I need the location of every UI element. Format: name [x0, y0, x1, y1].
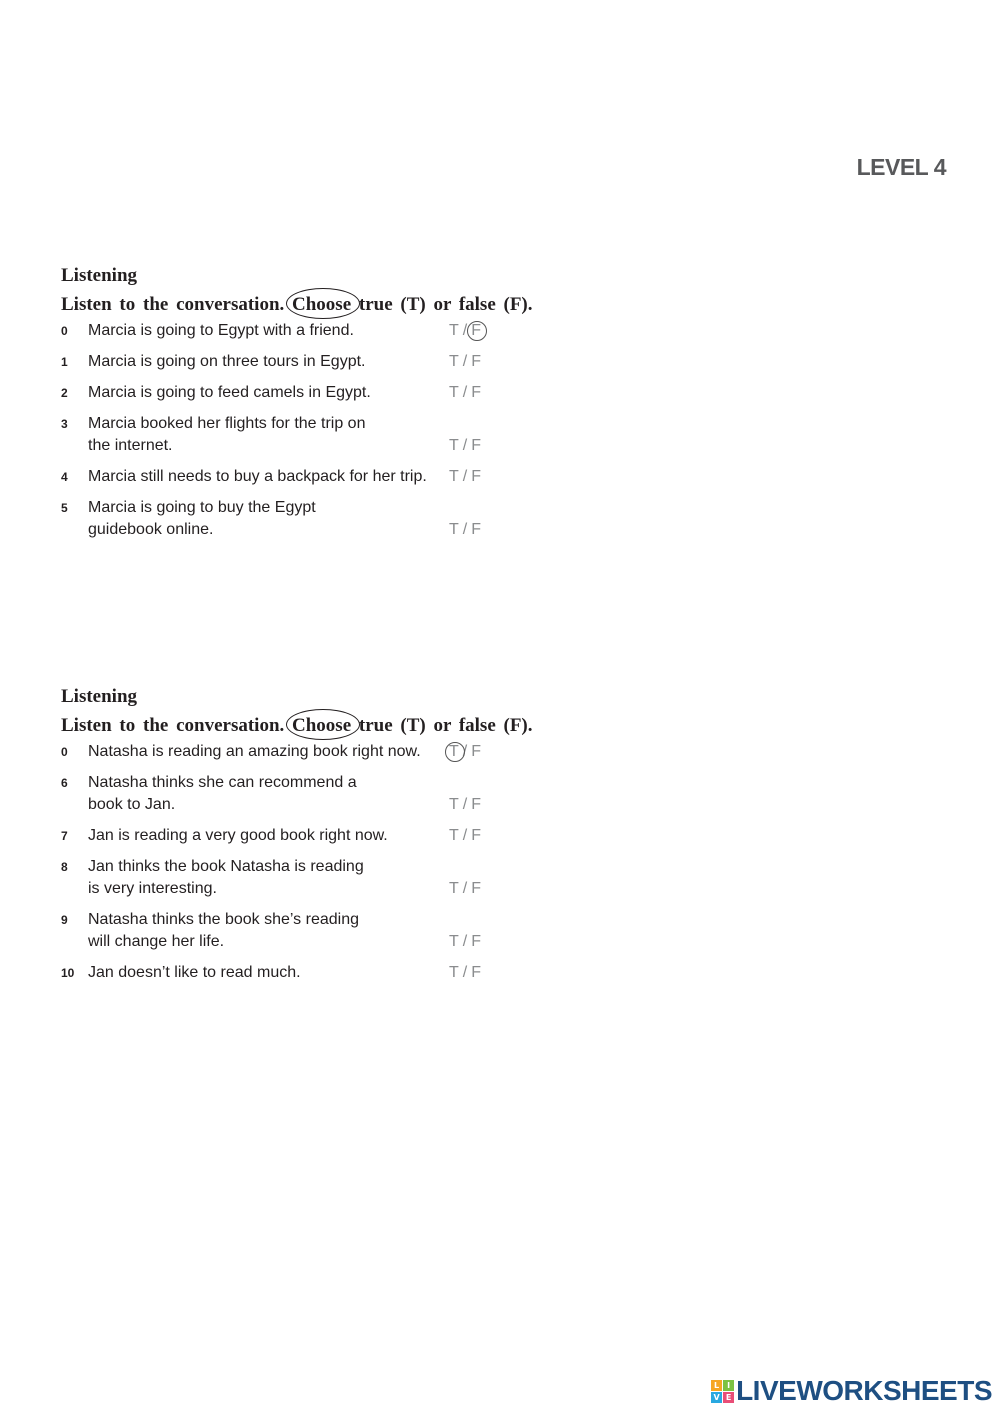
- option-false[interactable]: F: [471, 796, 482, 813]
- true-false-options: [449, 741, 481, 763]
- instruction-circled-word: Choose: [292, 294, 351, 316]
- statement-number: 5: [61, 501, 68, 515]
- statement-list: [61, 741, 621, 984]
- true-false-options: [449, 466, 481, 488]
- logo-text: LIVEWORKSHEETS: [736, 1375, 992, 1406]
- instruction-end: true (T) or false (F).: [358, 294, 533, 315]
- option-false[interactable]: F: [471, 468, 482, 485]
- statement-number: 3: [61, 417, 68, 431]
- instruction-end: true (T) or false (F).: [358, 715, 533, 736]
- statement-text: [88, 413, 443, 457]
- statement-line: Marcia booked her flights for the trip on: [88, 415, 366, 432]
- statement-item: [61, 413, 621, 457]
- statement-number: 7: [61, 829, 68, 843]
- statement-line: Marcia still needs to buy a backpack for her trip.: [88, 468, 427, 485]
- instruction: [61, 715, 621, 737]
- hand-drawn-circle: [286, 709, 360, 740]
- liveworksheets-logo[interactable]: [711, 1375, 992, 1407]
- option-separator: /: [462, 796, 468, 813]
- logo-mark-letter: L: [711, 1380, 722, 1391]
- statement-list: [61, 320, 621, 541]
- logo-mark-icon: [711, 1380, 734, 1403]
- statement-item: [61, 856, 621, 900]
- option-false[interactable]: F: [471, 521, 482, 538]
- statement-line: guidebook online.: [88, 521, 214, 538]
- statement-text: [88, 825, 443, 847]
- statement-number: 2: [61, 386, 68, 400]
- true-false-options: [449, 382, 481, 404]
- option-false[interactable]: F: [471, 743, 482, 760]
- statement-line: Jan thinks the book Natasha is reading: [88, 858, 364, 875]
- option-false[interactable]: F: [471, 964, 482, 981]
- option-separator: /: [462, 964, 468, 981]
- statement-line: Marcia is going on three tours in Egypt.: [88, 353, 366, 370]
- statement-text: [88, 466, 443, 488]
- statement-item: [61, 909, 621, 953]
- statement-line: Natasha thinks she can recommend a: [88, 774, 357, 791]
- option-separator: /: [462, 880, 468, 897]
- true-false-options: [449, 351, 481, 373]
- option-true[interactable]: T: [449, 353, 459, 370]
- statement-item: [61, 382, 621, 404]
- statement-line: Marcia is going to Egypt with a friend.: [88, 322, 354, 339]
- statement-text: [88, 962, 443, 984]
- statement-text: [88, 497, 443, 541]
- statement-number: 6: [61, 776, 68, 790]
- section-heading: Listening: [61, 686, 138, 707]
- true-false-options: [449, 931, 481, 953]
- true-false-options: [449, 878, 481, 900]
- option-true[interactable]: T: [449, 384, 459, 401]
- option-separator: /: [462, 827, 468, 844]
- statement-line: Natasha thinks the book she’s reading: [88, 911, 359, 928]
- instruction-start: Listen to the conversation.: [61, 715, 285, 736]
- option-true[interactable]: T: [449, 437, 459, 454]
- logo-mark-letter: V: [711, 1392, 722, 1403]
- option-false[interactable]: F: [471, 384, 482, 401]
- statement-line: book to Jan.: [88, 796, 176, 813]
- statement-item: [61, 741, 621, 763]
- option-separator: /: [462, 384, 468, 401]
- statement-item: [61, 497, 621, 541]
- level-label: LEVEL 4: [856, 154, 946, 180]
- option-separator: /: [462, 743, 468, 760]
- option-true[interactable]: T: [449, 468, 459, 485]
- section-heading: Listening: [61, 265, 138, 286]
- option-true[interactable]: T: [449, 880, 459, 897]
- instruction: [61, 294, 621, 316]
- instruction-circled-word: Choose: [292, 715, 351, 737]
- statement-text: [88, 772, 443, 816]
- statement-text: [88, 320, 443, 342]
- option-true[interactable]: T: [449, 796, 459, 813]
- true-false-options: [449, 962, 481, 984]
- true-false-options: [449, 519, 481, 541]
- logo-mark-letter: E: [723, 1392, 734, 1403]
- option-separator: /: [462, 437, 468, 454]
- statement-item: [61, 351, 621, 373]
- true-false-options: [449, 825, 481, 847]
- statement-text: [88, 909, 443, 953]
- option-true[interactable]: T: [449, 964, 459, 981]
- option-false[interactable]: F: [471, 827, 482, 844]
- option-false[interactable]: F: [471, 437, 482, 454]
- statement-line: Marcia is going to buy the Egypt: [88, 499, 316, 516]
- statement-number: 10: [61, 966, 75, 980]
- statement-item: [61, 320, 621, 342]
- option-true[interactable]: T: [449, 322, 459, 339]
- statement-line: Natasha is reading an amazing book right now.: [88, 743, 421, 760]
- statement-number: 1: [61, 355, 68, 369]
- statement-item: [61, 962, 621, 984]
- statement-item: [61, 772, 621, 816]
- statement-item: [61, 825, 621, 847]
- listening-section-1: [61, 265, 621, 541]
- option-true[interactable]: T: [449, 933, 459, 950]
- statement-number: 9: [61, 913, 68, 927]
- statement-number: 0: [61, 324, 68, 338]
- option-separator: /: [462, 322, 468, 339]
- statement-number: 8: [61, 860, 68, 874]
- hand-drawn-circle: [286, 288, 360, 319]
- statement-line: is very interesting.: [88, 880, 217, 897]
- option-true[interactable]: T: [449, 521, 459, 538]
- statement-number: 4: [61, 470, 68, 484]
- statement-line: Jan is reading a very good book right now.: [88, 827, 388, 844]
- option-separator: /: [462, 933, 468, 950]
- option-false[interactable]: F: [471, 320, 481, 342]
- option-false[interactable]: F: [471, 880, 482, 897]
- option-false[interactable]: F: [471, 933, 482, 950]
- statement-line: Marcia is going to feed camels in Egypt.: [88, 384, 371, 401]
- instruction-start: Listen to the conversation.: [61, 294, 285, 315]
- option-false[interactable]: F: [471, 353, 482, 370]
- true-false-options: [449, 320, 481, 342]
- option-separator: /: [462, 521, 468, 538]
- statement-text: [88, 351, 443, 373]
- option-separator: /: [462, 468, 468, 485]
- statement-text: [88, 382, 443, 404]
- statement-number: 0: [61, 745, 68, 759]
- statement-text: [88, 741, 443, 763]
- option-separator: /: [462, 353, 468, 370]
- statement-item: [61, 466, 621, 488]
- true-false-options: [449, 435, 481, 457]
- statement-line: will change her life.: [88, 933, 225, 950]
- statement-line: Jan doesn’t like to read much.: [88, 964, 301, 981]
- true-false-options: [449, 794, 481, 816]
- statement-line: the internet.: [88, 437, 173, 454]
- logo-mark-letter: I: [723, 1380, 734, 1391]
- option-true[interactable]: T: [449, 827, 459, 844]
- listening-section-2: [61, 686, 621, 984]
- option-true[interactable]: T: [449, 741, 459, 763]
- statement-text: [88, 856, 443, 900]
